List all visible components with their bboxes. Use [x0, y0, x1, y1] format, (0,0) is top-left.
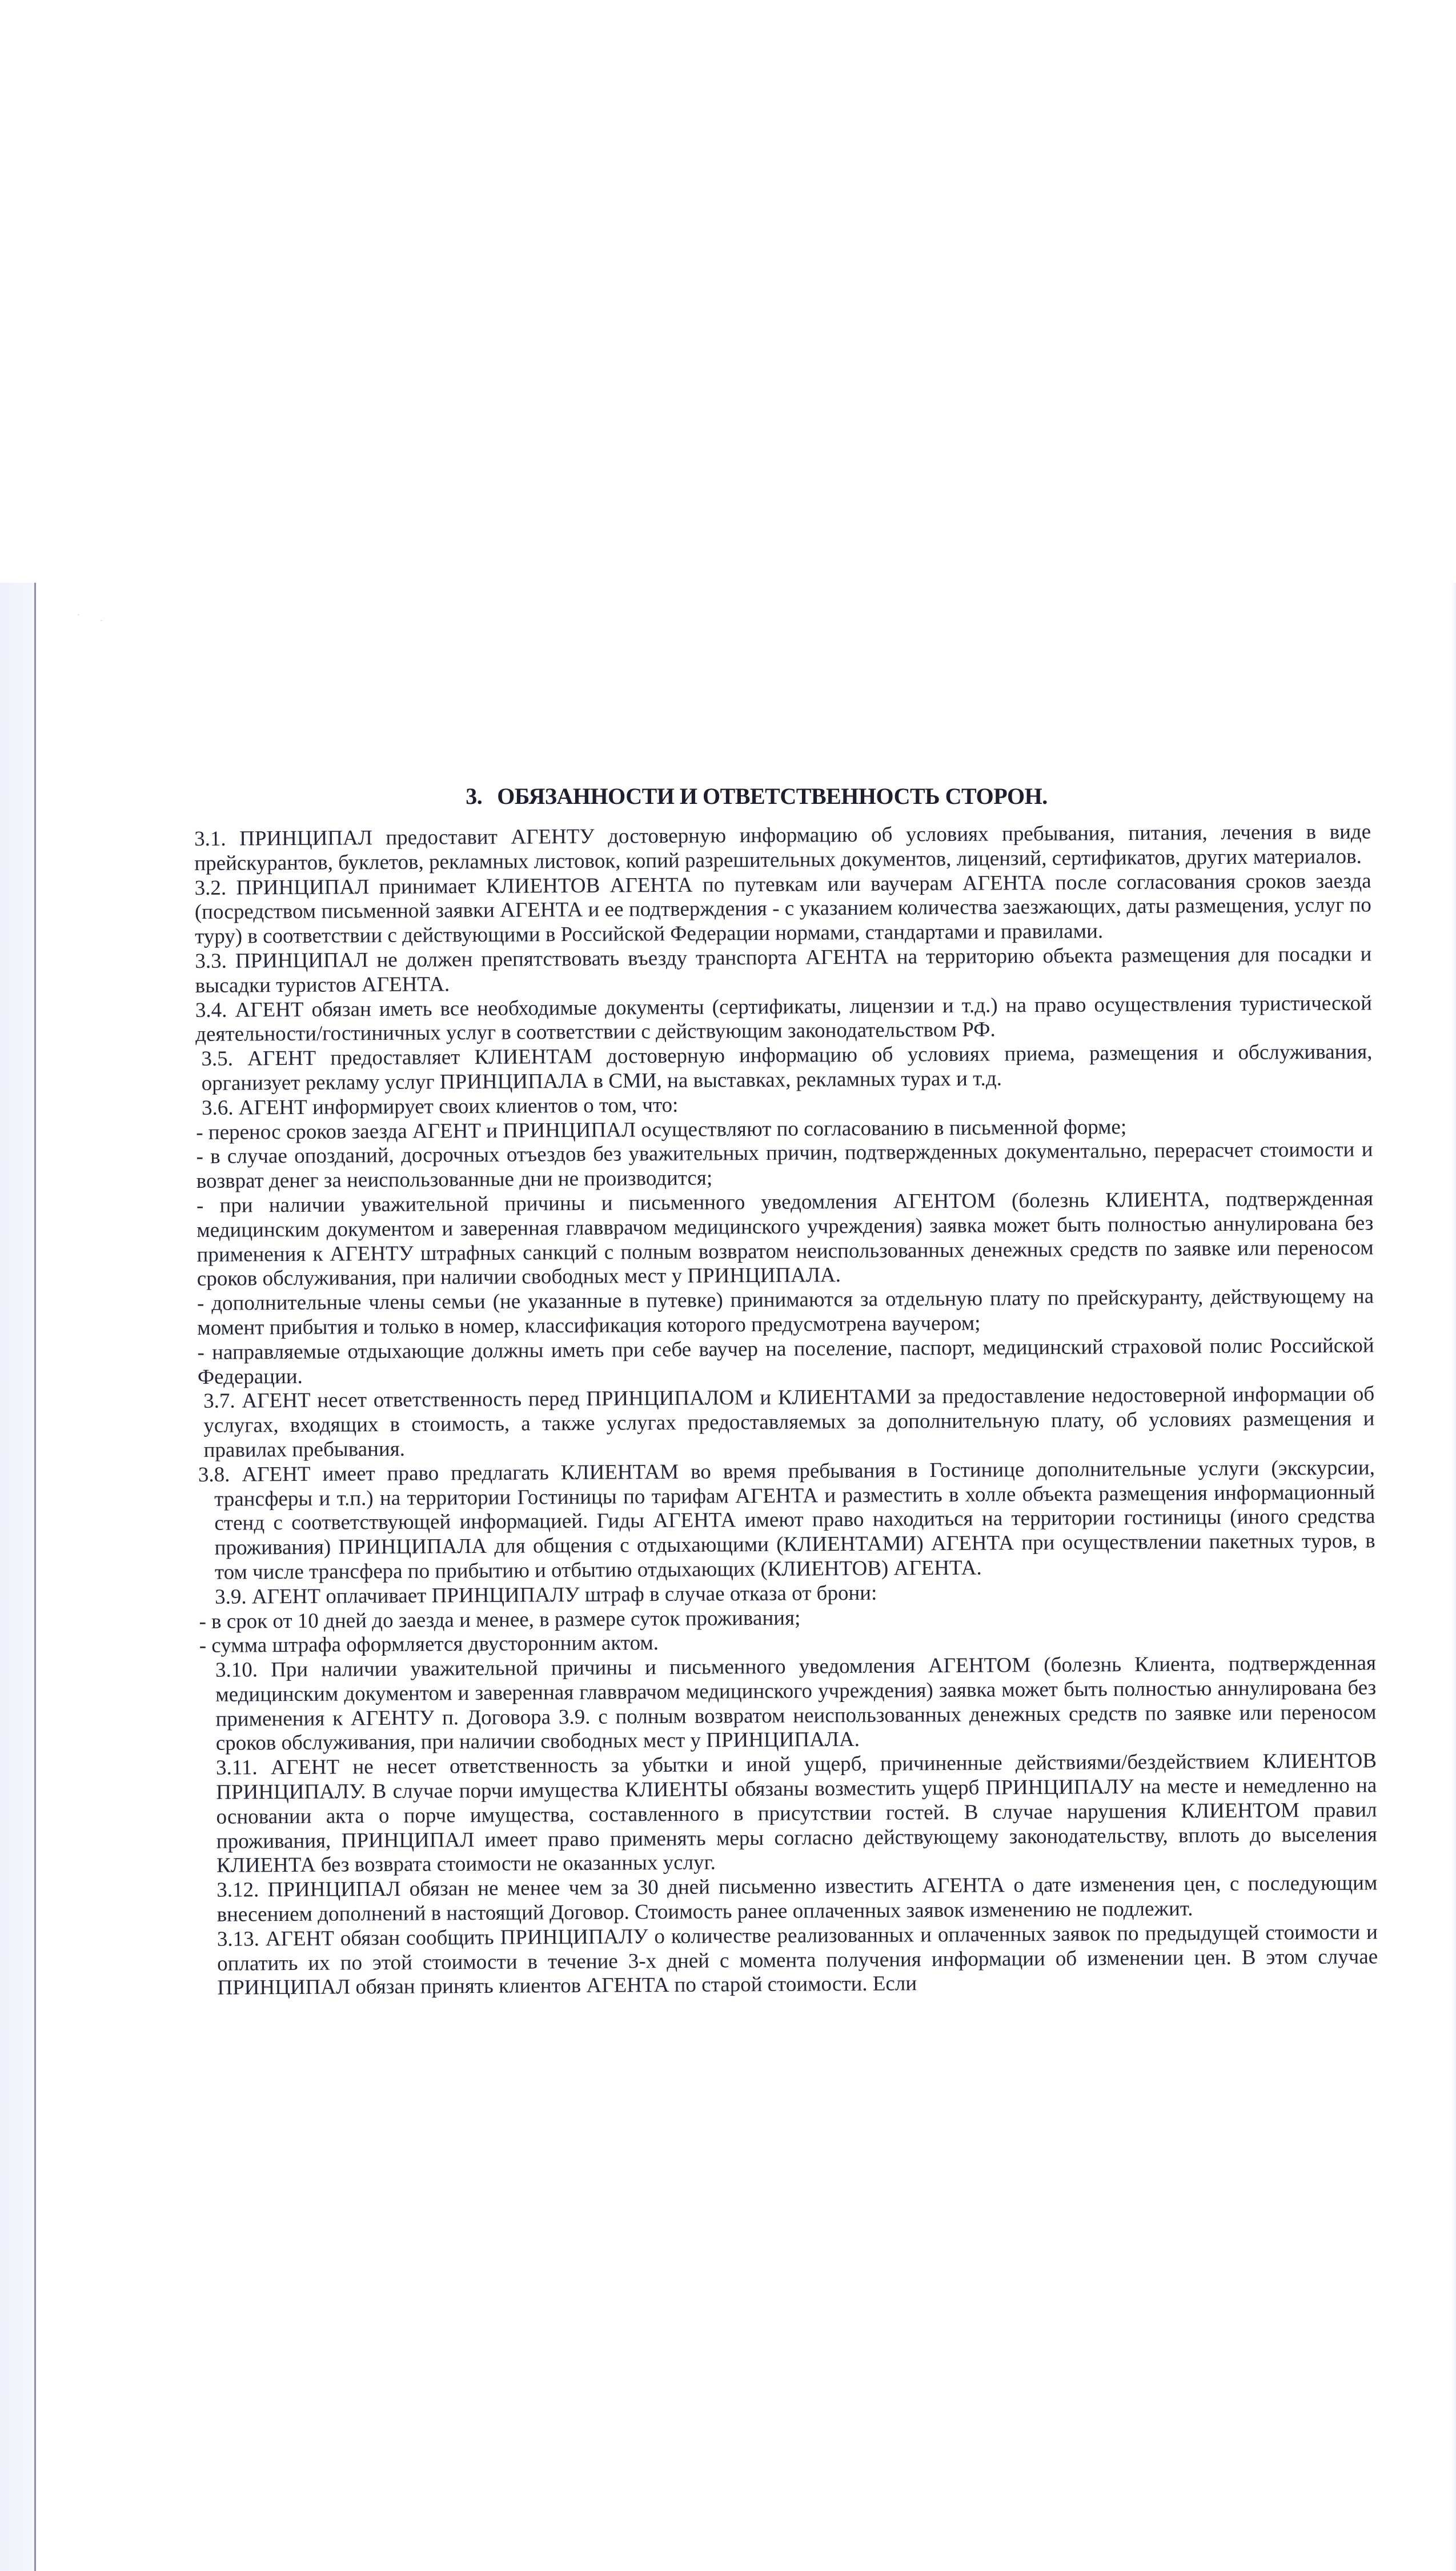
clause-3-1: 3.1. ПРИНЦИПАЛ предоставит АГЕНТУ достоверную информацию об условиях пребывания, питания, лечения в виде прейскурантов, буклетов, рекламных листовок, копий разрешительных документов, лицензий, сертификатов, других материалов. [194, 820, 1371, 875]
clause-3-6-item: - направляемые отдыхающие должны иметь при себе ваучер на поселение, паспорт, медицинский страховой полис Российской Федерации. [197, 1333, 1374, 1389]
section-body [194, 820, 1378, 2001]
clause-3-3: 3.3. ПРИНЦИПАЛ не должен препятствовать въезду транспорта АГЕНТА на территорию объекта размещения для посадки и высадки туристов АГЕНТА. [195, 942, 1372, 998]
clause-3-10: 3.10. При наличии уважительной причины и письменного уведомления АГЕНТОМ (болезнь Клиента, подтвержденная медицинским документом и заверенная главврачом медицинского учреждения) заявка может быть полностью аннулирована без применения к АГЕНТУ п. Договора 3.9. с полным возвратом неиспользованных денежных средств по заявке или переносом сроков обслуживания, при наличии свободных мест у ПРИНЦИПАЛА. [215, 1651, 1377, 1756]
clause-3-4: 3.4. АГЕНТ обязан иметь все необходимые документы (сертификаты, лицензии и т.д.) на право осуществления туристической деятельности/гостиничных услуг в соответствии с действующим законодательством РФ. [195, 991, 1373, 1047]
clause-3-5: 3.5. АГЕНТ предоставляет КЛИЕНТАМ достоверную информацию об условиях приема, размещения и обслуживания, организует рекламу услуг ПРИНЦИПАЛА в СМИ, на выставках, рекламных турах и т.д. [201, 1040, 1373, 1095]
section-title: ОБЯЗАННОСТИ И ОТВЕТСТВЕННОСТЬ СТОРОН. [497, 783, 1048, 809]
section-heading [0, 783, 1456, 810]
scan-speck: · [100, 617, 103, 626]
clause-3-9: 3.9. АГЕНТ оплачивает ПРИНЦИПАЛУ штраф в случае отказа от брони: [215, 1581, 877, 1609]
clause-3-11: 3.11. АГЕНТ не несет ответственность за убытки и иной ущерб, причиненные действиями/бездействием КЛИЕНТОВ ПРИНЦИПАЛУ. В случае порчи имущества КЛИЕНТЫ обязаны возместить ущерб ПРИНЦИПАЛУ на месте и немедленно на основании акта о порче имущества, составленного в присутствии гостей. В случае нарушения КЛИЕНТОМ правил проживания, ПРИНЦИПАЛ имеет право применять меры согласно действующему законодательству, вплоть до выселения КЛИЕНТА без возврата стоимости не оказанных услуг. [215, 1749, 1377, 1878]
clause-3-6-item: - дополнительные члены семьи (не указанные в путевке) принимаются за отдельную плату по прейскуранту, действующему на момент прибытия и только в номер, классификация которого предусмотрена ваучером; [196, 1284, 1374, 1340]
scan-speck: · [77, 611, 80, 620]
clause-3-6-item: - в случае опозданий, досрочных отъездов без уважительных причин, подтвержденных документально, перерасчет стоимости и возврат денег за неиспользованные дни не производится; [196, 1138, 1373, 1194]
clause-3-8: 3.8. АГЕНТ имеет право предлагать КЛИЕНТАМ во время пребывания в Гостинице дополнительные услуги (экскурсии, трансферы и т.п.) на территории Гостиницы по тарифам АГЕНТА и разместить в холле объекта размещения информационный стенд с соответствующей информацией. Гиды АГЕНТА имеют право находиться на территории гостиницы (иного средства проживания) ПРИНЦИПАЛА для общения с отдыхающими (КЛИЕНТАМИ) АГЕНТА при осуществлении пакетных туров, в том числе трансфера по прибытию и отбытию отдыхающих (КЛИЕНТОВ) АГЕНТА. [198, 1456, 1375, 1584]
clause-3-13: 3.13. АГЕНТ обязан сообщить ПРИНЦИПАЛУ о количестве реализованных и оплаченных заявок по предыдущей стоимости и оплатить их по этой стоимости в течение 3-х дней с момента получения информации об изменении цен. В этом случае ПРИНЦИПАЛ обязан принять клиентов АГЕНТА по старой стоимости. Если [216, 1920, 1378, 2000]
page-edge-right [1451, 583, 1456, 2571]
clause-3-9-item: - сумма штрафа оформляется двусторонним актом. [199, 1631, 659, 1658]
page-edge-left [34, 583, 36, 2571]
scan-margin-left [0, 583, 34, 2571]
clause-3-12: 3.12. ПРИНЦИПАЛ обязан не менее чем за 30 дней письменно известить АГЕНТА о дате изменения цен, с последующим внесением дополнений в настоящий Договор. Стоимость ранее оплаченных заявок изменению не подлежит. [216, 1871, 1378, 1927]
clause-3-6-item: - перенос сроков заезда АГЕНТ и ПРИНЦИПАЛ осуществляют по согласованию в письменной форме; [196, 1115, 1127, 1144]
clause-3-9-item: - в срок от 10 дней до заезда и менее, в размере суток проживания; [199, 1606, 801, 1633]
clause-3-2: 3.2. ПРИНЦИПАЛ принимает КЛИЕНТОВ АГЕНТА по путевкам или ваучерам АГЕНТА после согласования сроков заезда (посредством письменной заявки АГЕНТА и ее подтверждения - с указанием количества заезжающих, даты размещения, услуг по туру) в соответствии с действующими в Российской Федерации нормами, стандартами и правилами. [194, 869, 1371, 949]
scanned-page [0, 583, 1456, 2571]
section-number: 3. [466, 783, 483, 809]
clause-3-6: 3.6. АГЕНТ информирует своих клиентов о том, что: [201, 1093, 679, 1120]
clause-3-7: 3.7. АГЕНТ несет ответственность перед ПРИНЦИПАЛОМ и КЛИЕНТАМИ за предоставление недостоверной информации об услугах, входящих в стоимость, а также услугах предоставляемых за дополнительную плату, об условиях размещения и правилах пребывания. [203, 1382, 1375, 1462]
clause-3-6-item: - при наличии уважительной причины и письменного уведомления АГЕНТОМ (болезнь КЛИЕНТА, подтвержденная медицинским документом и заверенная главврачом медицинского учреждения) заявка может быть полностью аннулирована без применения к АГЕНТУ штрафных санкций с полным возвратом неиспользованных денежных средств по заявке или переносом сроков обслуживания, при наличии свободных мест у ПРИНЦИПАЛА. [196, 1187, 1374, 1291]
